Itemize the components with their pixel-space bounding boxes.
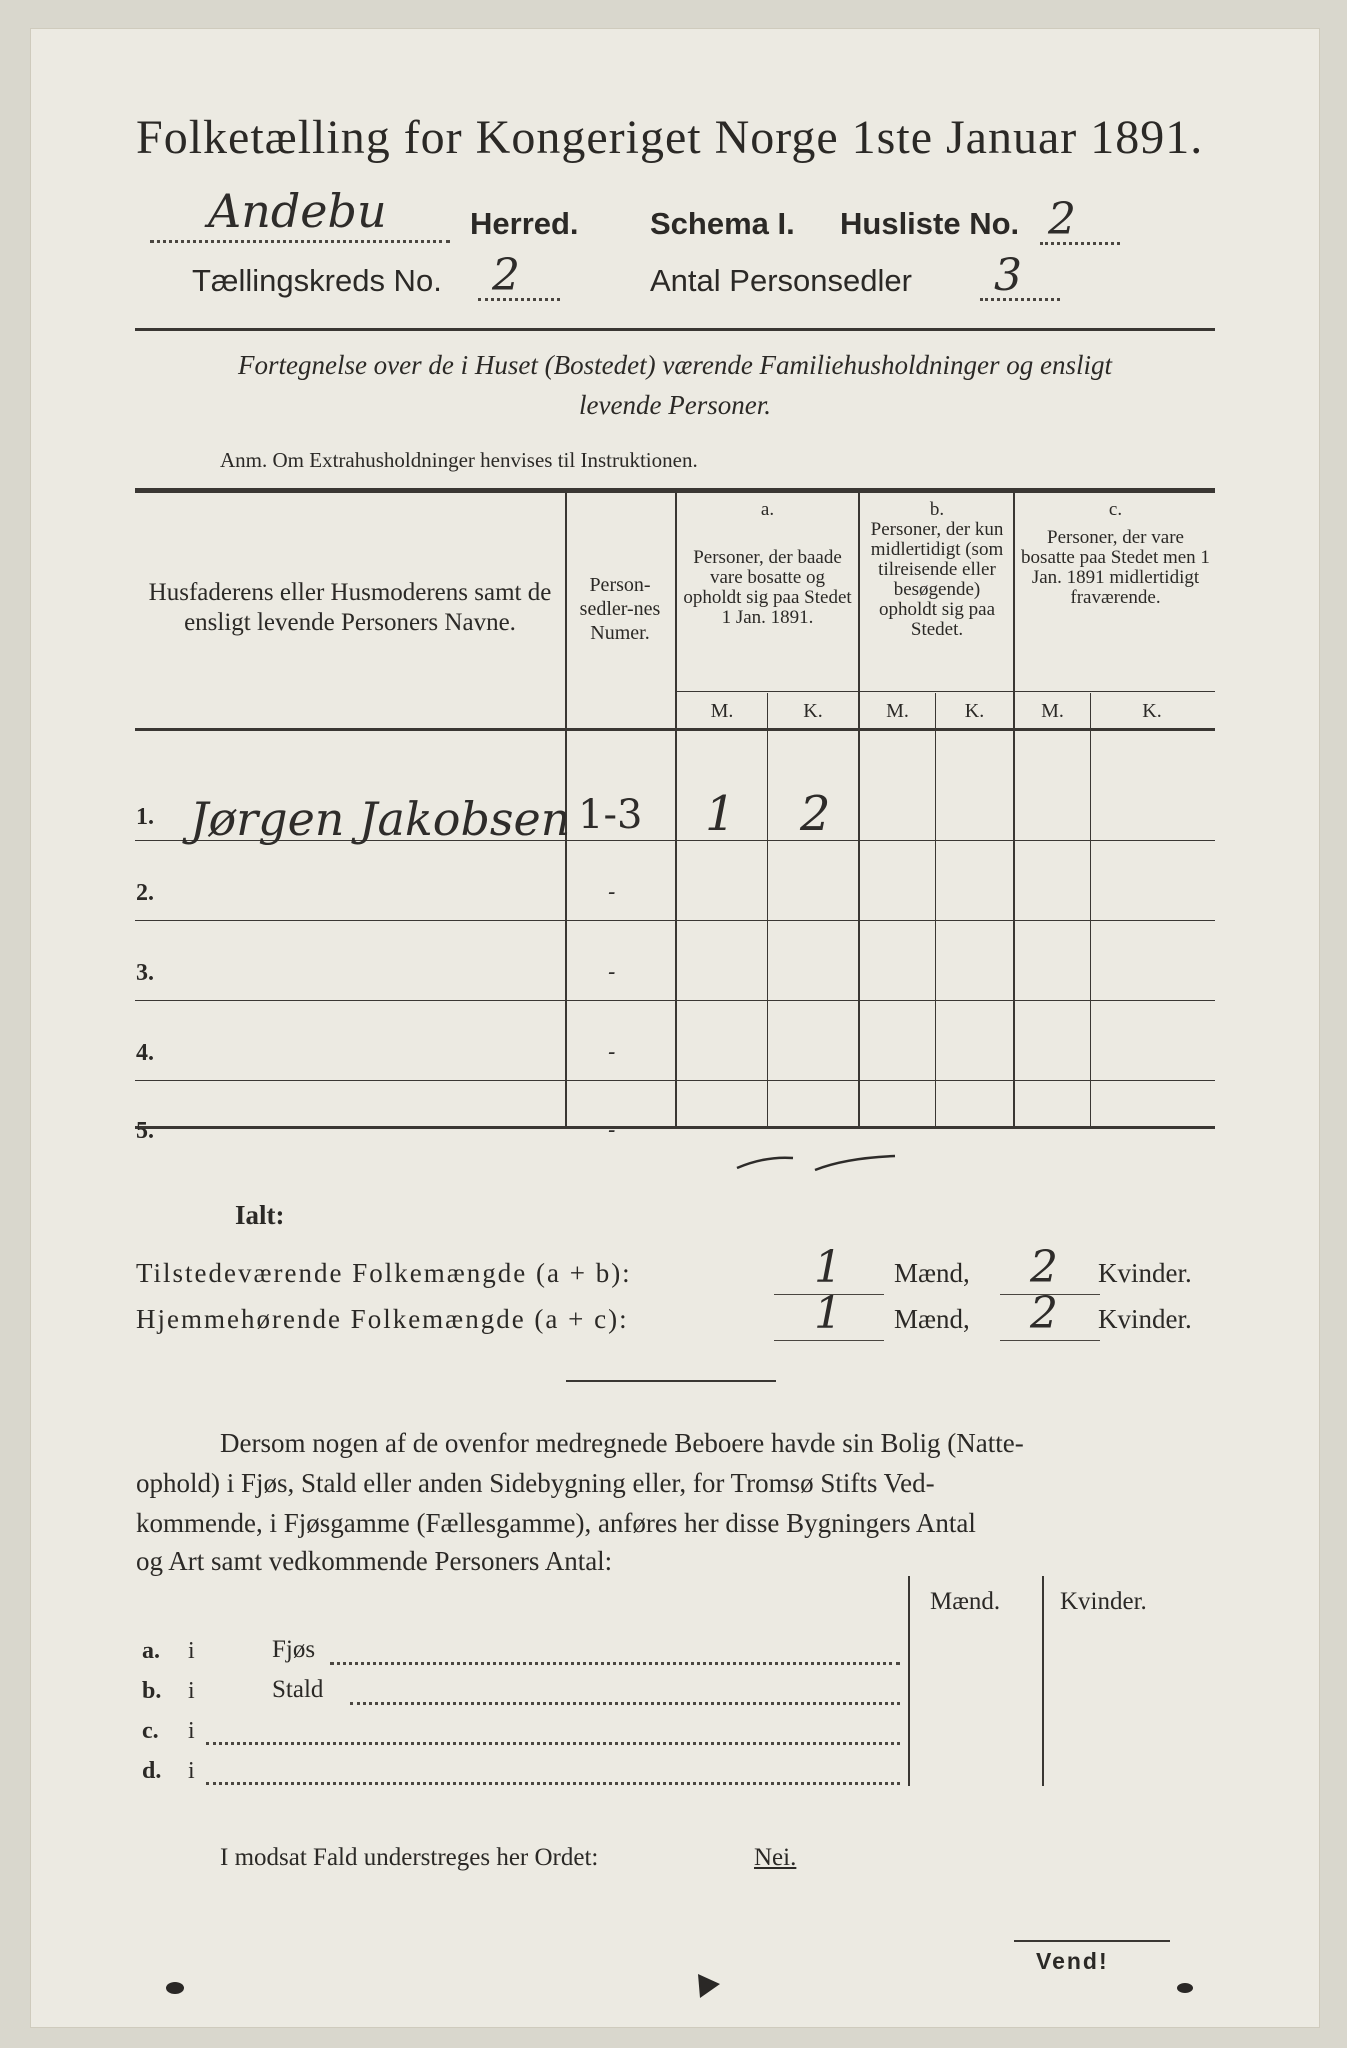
hjemme-k-field	[1000, 1288, 1100, 1341]
census-form-page	[30, 28, 1320, 2028]
col-divider	[1090, 693, 1091, 1128]
bolig-row-i: i	[188, 1718, 195, 1744]
bolig-maend-header: Mænd.	[930, 1588, 1001, 1615]
ink-blot	[690, 1968, 730, 2004]
antal-field	[980, 250, 1060, 301]
antal-label: Antal Personsedler	[650, 263, 912, 298]
bolig-text-3: kommende, i Fjøsgamme (Fællesgamme), anføres her disse Bygningers Antal	[136, 1508, 976, 1538]
bolig-kvinder-header: Kvinder.	[1060, 1588, 1147, 1615]
vend-label: Vend!	[1036, 1948, 1109, 1974]
col-divider	[675, 493, 677, 1128]
row-a-m: 1	[705, 786, 736, 842]
bolig-text-1: Dersom nogen af de ovenfor medregnede Beboere havde sin Bolig (Natte-	[220, 1428, 1024, 1458]
bolig-row-dots	[350, 1694, 900, 1705]
anm-note: Anm. Om Extrahusholdninger henvises til Instruktionen.	[220, 448, 698, 472]
tilstede-k-value: 2	[1030, 1242, 1058, 1293]
herred-field	[150, 184, 450, 243]
row-number: 1.	[136, 804, 154, 830]
bolig-row-i: i	[188, 1678, 195, 1704]
row-number: 2.	[136, 880, 154, 906]
tilstede-m-value: 1	[814, 1242, 842, 1293]
tilstede-kvinder: Kvinder.	[1098, 1258, 1192, 1288]
row-rule	[135, 1000, 1215, 1001]
hjemme-m-value: 1	[814, 1288, 842, 1339]
tilstede-label: Tilstedeværende Folkemængde (a + b):	[136, 1258, 632, 1288]
bolig-row-i: i	[188, 1758, 195, 1784]
col-b-letter: b.	[929, 499, 945, 520]
modsat-text: I modsat Fald understreges her Ordet:	[220, 1844, 599, 1871]
hjemme-kvinder: Kvinder.	[1098, 1304, 1192, 1334]
b-k-label: K.	[964, 700, 985, 722]
bolig-text-4: og Art samt vedkommende Personers Antal:	[136, 1546, 613, 1576]
husliste-field	[1040, 194, 1120, 245]
bolig-row-i: i	[188, 1638, 195, 1664]
col-divider	[858, 493, 860, 1128]
bolig-row-letter: a.	[142, 1638, 160, 1664]
schema-label: Schema I.	[650, 206, 795, 241]
bolig-row-letter: c.	[142, 1718, 159, 1744]
row-numer: -	[608, 960, 616, 985]
vend-rule	[1014, 1940, 1170, 1942]
bolig-row-dots	[330, 1654, 900, 1665]
ink-blot	[155, 1973, 195, 2003]
row-numer: -	[608, 1040, 616, 1065]
col-header-c: Personer, der vare bosatte paa Stedet men 1 Jan. 1891 midlertidigt fraværende.	[1021, 527, 1210, 608]
c-m-label: M.	[1041, 700, 1064, 722]
col-a-letter: a.	[760, 499, 775, 520]
antal-value: 3	[994, 250, 1022, 301]
row-a-k: 2	[800, 786, 831, 842]
hjemme-k-value: 2	[1030, 1288, 1058, 1339]
row-numer: 1-3	[578, 792, 643, 838]
bolig-text-2: ophold) i Fjøs, Stald eller anden Sidebygning eller, for Tromsø Stifts Ved-	[136, 1468, 935, 1498]
col-header-numer: Person-sedler-nes Numer.	[579, 574, 661, 644]
col-c-letter: c.	[1108, 499, 1123, 520]
hjemme-label: Hjemmehørende Folkemængde (a + c):	[136, 1304, 629, 1334]
hjemme-maend: Mænd,	[894, 1304, 970, 1334]
mk-rule	[675, 691, 1215, 692]
check-marks	[735, 1148, 905, 1178]
ink-blot	[1165, 1973, 1205, 2003]
col-divider	[767, 693, 768, 1128]
bolig-row-label: Stald	[272, 1676, 324, 1703]
ialt-label: Ialt:	[235, 1200, 285, 1230]
col-divider	[935, 693, 936, 1128]
taellingskreds-label: Tællingskreds No.	[192, 263, 442, 298]
col-header-b: Personer, der kun midlertidigt (som tilreisende eller besøgende) opholdt sig paa Stedet.	[870, 519, 1004, 640]
col-divider	[1013, 493, 1015, 1128]
col-header-names: Husfaderens eller Husmoderens samt de ensligt levende Personers Navne.	[148, 579, 552, 636]
a-m-label: M.	[710, 700, 734, 722]
herred-label: Herred.	[470, 206, 579, 241]
col-header-a: Personer, der baade vare bosatte og opholdt sig paa Stedet 1 Jan. 1891.	[683, 547, 852, 628]
husliste-value: 2	[1048, 194, 1076, 245]
row-number: 4.	[136, 1040, 154, 1066]
row-number: 5.	[136, 1118, 154, 1144]
divider	[135, 328, 1215, 331]
a-k-label: K.	[803, 700, 823, 722]
intro-line-1: Fortegnelse over de i Huset (Bostedet) værende Familiehusholdninger og ensligt	[237, 350, 1113, 380]
row-name: Jørgen Jakobsen	[190, 792, 571, 846]
row-number: 3.	[136, 960, 154, 986]
taellingskreds-value: 2	[492, 250, 520, 301]
short-divider	[566, 1380, 776, 1382]
c-k-label: K.	[1142, 700, 1162, 722]
nei-word: Nei.	[754, 1844, 797, 1871]
husliste-label: Husliste No.	[840, 206, 1020, 241]
bolig-divider	[1042, 1576, 1044, 1786]
taellingskreds-field	[478, 250, 560, 301]
b-m-label: M.	[886, 700, 909, 722]
bolig-row-dots	[206, 1734, 900, 1745]
herred-value: Andebu	[208, 184, 387, 238]
row-rule	[135, 920, 1215, 921]
bolig-row-letter: d.	[142, 1758, 162, 1784]
tilstede-maend: Mænd,	[894, 1258, 970, 1288]
bolig-row-label: Fjøs	[272, 1636, 316, 1663]
intro-line-2: levende Personer.	[579, 390, 771, 420]
row-numer: -	[608, 1118, 616, 1143]
bolig-divider	[908, 1576, 910, 1786]
row-numer: -	[608, 880, 616, 905]
bolig-row-dots	[206, 1774, 900, 1785]
bolig-row-letter: b.	[142, 1678, 162, 1704]
row-rule	[135, 1080, 1215, 1081]
form-title: Folketælling for Kongeriget Norge 1ste Januar 1891.	[136, 111, 1204, 164]
hjemme-m-field	[774, 1288, 884, 1341]
